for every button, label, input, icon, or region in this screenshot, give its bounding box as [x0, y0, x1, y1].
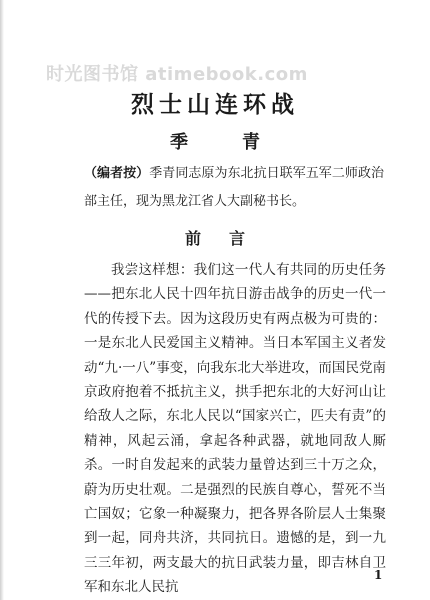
editor-note-text: 季青同志原为东北抗日联军五军二师政治部主任，现为黑龙江省人大副秘书长。 [84, 166, 384, 209]
author-name: 季 青 [170, 132, 278, 153]
page-number: 1 [374, 568, 383, 582]
editor-note [84, 160, 384, 216]
editor-note-tag: （编者按） [84, 166, 150, 181]
article-title: 烈士山连环战 [131, 91, 299, 118]
body-paragraph: 我尝这样想：我们这一代人有共同的历史任务——把东北人民十四年抗日游击战争的历史一代一代的传授下去。因为这段历史有两点极为可贵的：一是东北人民爱国主义精神。当日本军国主义者发动“九·一八”事变，向我东北大举进攻，而国民党南京政府抱着不抵抗主义，拱手把东北的大好河山让给敌人之际，东北人民以“国家兴亡，匹夫有责”的精神，风起云涌，拿起各种武器，就地同敌人厮杀。一时自发起来的武装力量曾达到三十万之众，蔚为历史壮观。二是强烈的民族自尊心，誓死不当亡国奴；它象一种凝聚力，把各界各阶层人士集聚到一起，同舟共济，共同抗日。遗憾的是，到一九三三年初，两支最大的抗日武装力量，即吉林自卫军和东北人民抗 [84, 262, 386, 596]
watermark: 时光图书馆 atimebook.com [46, 64, 308, 85]
section-title: 前言 [184, 229, 273, 248]
